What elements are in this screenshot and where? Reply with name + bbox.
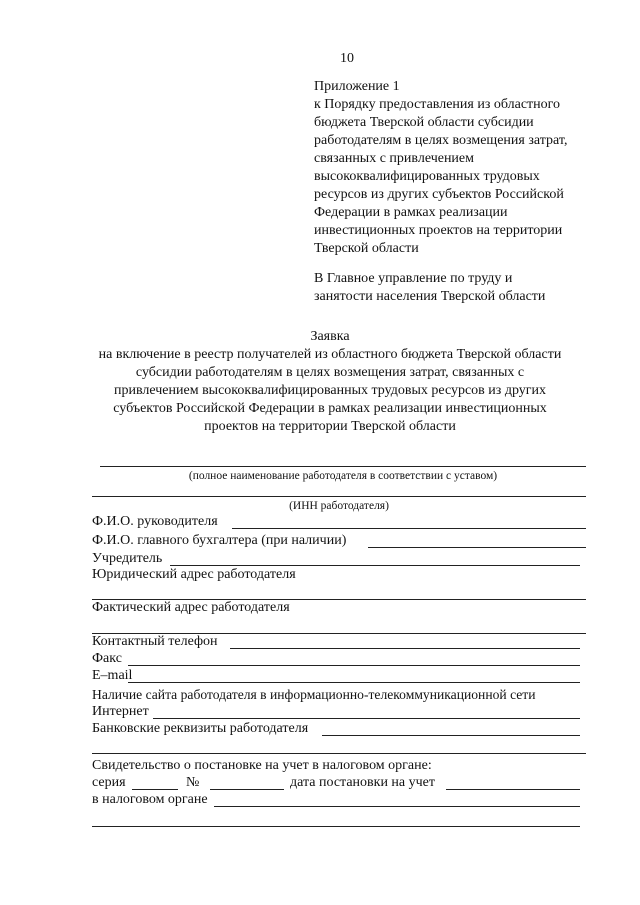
- full-name-input-line[interactable]: [100, 466, 586, 467]
- page-number: 10: [340, 51, 354, 66]
- appendix-line: инвестиционных проектов на территории: [314, 223, 563, 238]
- phone-input-line[interactable]: [230, 648, 580, 649]
- appendix-line: высококвалифицированных трудовых: [314, 169, 540, 184]
- appendix-line: к Порядку предоставления из областного: [314, 97, 561, 112]
- registration-date-label: дата постановки на учет: [290, 775, 436, 790]
- appendix-line: Федерации в рамках реализации: [314, 205, 508, 220]
- heading-line: субсидии работодателям в целях возмещения затрат, связанных с: [135, 365, 525, 380]
- appendix-line: Тверской области: [314, 241, 419, 256]
- legal-address-label: Юридический адрес работодателя: [92, 567, 296, 582]
- inn-input-line[interactable]: [92, 496, 586, 497]
- bank-input-line-2[interactable]: [92, 753, 586, 754]
- heading-line: привлечением высококвалифицированных трудовых ресурсов из других: [114, 383, 546, 398]
- tax-authority-input-line-2[interactable]: [92, 826, 580, 827]
- tax-authority-label: в налоговом органе: [92, 792, 208, 807]
- addressee-line: занятости населения Тверской области: [314, 289, 546, 304]
- website-input-line[interactable]: [153, 718, 580, 719]
- heading-line: субъектов Российской Федерации в рамках реализации инвестиционных: [113, 401, 547, 416]
- tax-authority-input-line[interactable]: [214, 806, 580, 807]
- actual-address-label: Фактический адрес работодателя: [92, 600, 290, 615]
- addressee-line: В Главное управление по труду и: [314, 271, 513, 286]
- tax-certificate-label: Свидетельство о постановке на учет в налоговом органе:: [92, 758, 432, 773]
- number-input-line[interactable]: [210, 789, 284, 790]
- appendix-line: связанных с привлечением: [314, 151, 475, 166]
- director-input-line[interactable]: [232, 528, 586, 529]
- fax-label: Факс: [92, 651, 122, 666]
- appendix-line: бюджета Тверской области субсидии: [314, 115, 534, 130]
- bank-input-line[interactable]: [322, 735, 580, 736]
- appendix-line: ресурсов из других субъектов Российской: [314, 187, 564, 202]
- chief-accountant-label: Ф.И.О. главного бухгалтера (при наличии): [92, 533, 347, 548]
- chief-accountant-input-line[interactable]: [368, 547, 586, 548]
- fax-input-line[interactable]: [128, 665, 580, 666]
- series-input-line[interactable]: [132, 789, 178, 790]
- registration-date-input-line[interactable]: [446, 789, 580, 790]
- email-label: E–mail: [92, 668, 133, 683]
- appendix-block: [314, 78, 567, 258]
- website-label-cont: Интернет: [92, 704, 149, 719]
- director-label: Ф.И.О. руководителя: [92, 514, 218, 529]
- phone-label: Контактный телефон: [92, 634, 218, 649]
- heading-title: Заявка: [310, 329, 350, 344]
- appendix-line: работодателям в целях возмещения затрат,: [314, 133, 568, 148]
- document-heading: [60, 328, 600, 436]
- series-label: серия: [92, 775, 126, 790]
- heading-line: проектов на территории Тверской области: [204, 419, 456, 434]
- number-label: №: [186, 775, 200, 790]
- email-input-line[interactable]: [128, 682, 580, 683]
- bank-label: Банковские реквизиты работодателя: [92, 721, 309, 736]
- website-label: Наличие сайта работодателя в информационно-телекоммуникационной сети: [92, 687, 536, 702]
- heading-line: на включение в реестр получателей из областного бюджета Тверской области: [98, 347, 562, 362]
- inn-caption: (ИНН работодателя): [289, 500, 389, 512]
- addressee-block: [314, 270, 545, 306]
- appendix-title: Приложение 1: [314, 79, 400, 94]
- full-name-caption: (полное наименование работодателя в соответствии с уставом): [188, 470, 498, 482]
- founder-label: Учредитель: [92, 551, 163, 566]
